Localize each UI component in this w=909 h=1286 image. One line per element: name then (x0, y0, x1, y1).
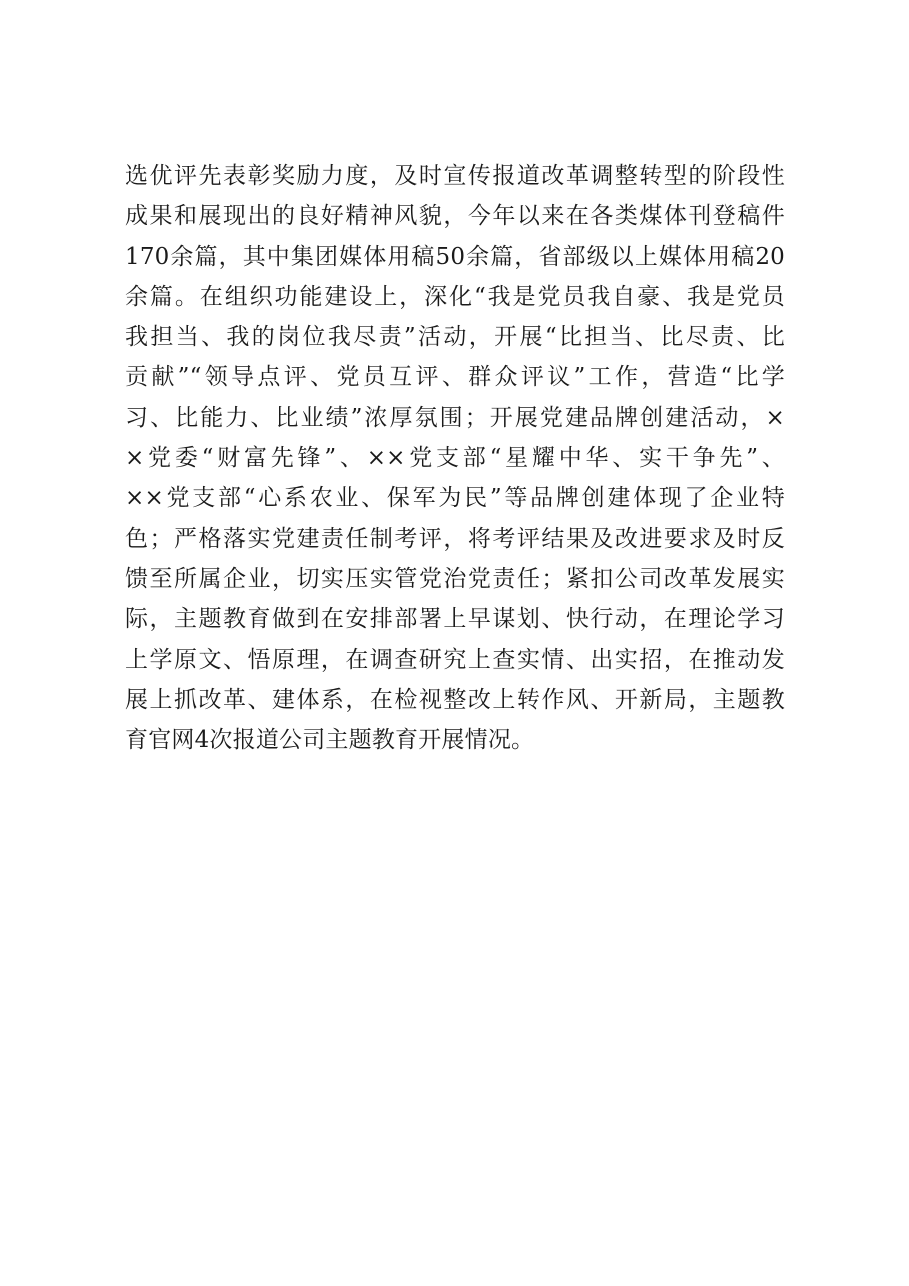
paragraph-line: 习、比能力、比业绩”浓厚氛围；开展党建品牌创建活动，× (125, 404, 785, 431)
paragraph-line: 上学原文、悟原理，在调查研究上查实情、出实招，在推动发 (125, 646, 785, 673)
paragraph-line: 成果和展现出的良好精神风貌，今年以来在各类煤体刊登稿件 (125, 203, 785, 230)
paragraph-line: 贡献”“领导点评、党员互评、群众评议”工作，营造“比学 (125, 364, 785, 391)
paragraph-line: ××党支部“心系农业、保军为民”等品牌创建体现了企业特 (125, 485, 785, 512)
paragraph-line: 展上抓改革、建体系，在检视整改上转作风、开新局，主题教 (125, 686, 785, 713)
body-paragraph (125, 156, 785, 760)
paragraph-line: 馈至所属企业，切实压实管党治党责任；紧扣公司改革发展实 (125, 565, 785, 592)
paragraph-line: 色；严格落实党建责任制考评，将考评结果及改进要求及时反 (125, 525, 785, 552)
paragraph-line: 余篇。在组织功能建设上，深化“我是党员我自豪、我是党员 (125, 283, 785, 310)
paragraph-line: 170余篇，其中集团媒体用稿50余篇，省部级以上媒体用稿20 (125, 243, 785, 270)
paragraph-line: ×党委“财富先锋”、××党支部“星耀中华、实干争先”、 (125, 445, 785, 472)
paragraph-line: 我担当、我的岗位我尽责”活动，开展“比担当、比尽责、比 (125, 324, 785, 351)
paragraph-line: 育官网4次报道公司主题教育开展情况。 (125, 727, 535, 754)
paragraph-line: 选优评先表彰奖励力度，及时宣传报道改革调整转型的阶段性 (125, 163, 785, 189)
paragraph-line: 际，主题教育做到在安排部署上早谋划、快行动，在理论学习 (125, 606, 785, 633)
